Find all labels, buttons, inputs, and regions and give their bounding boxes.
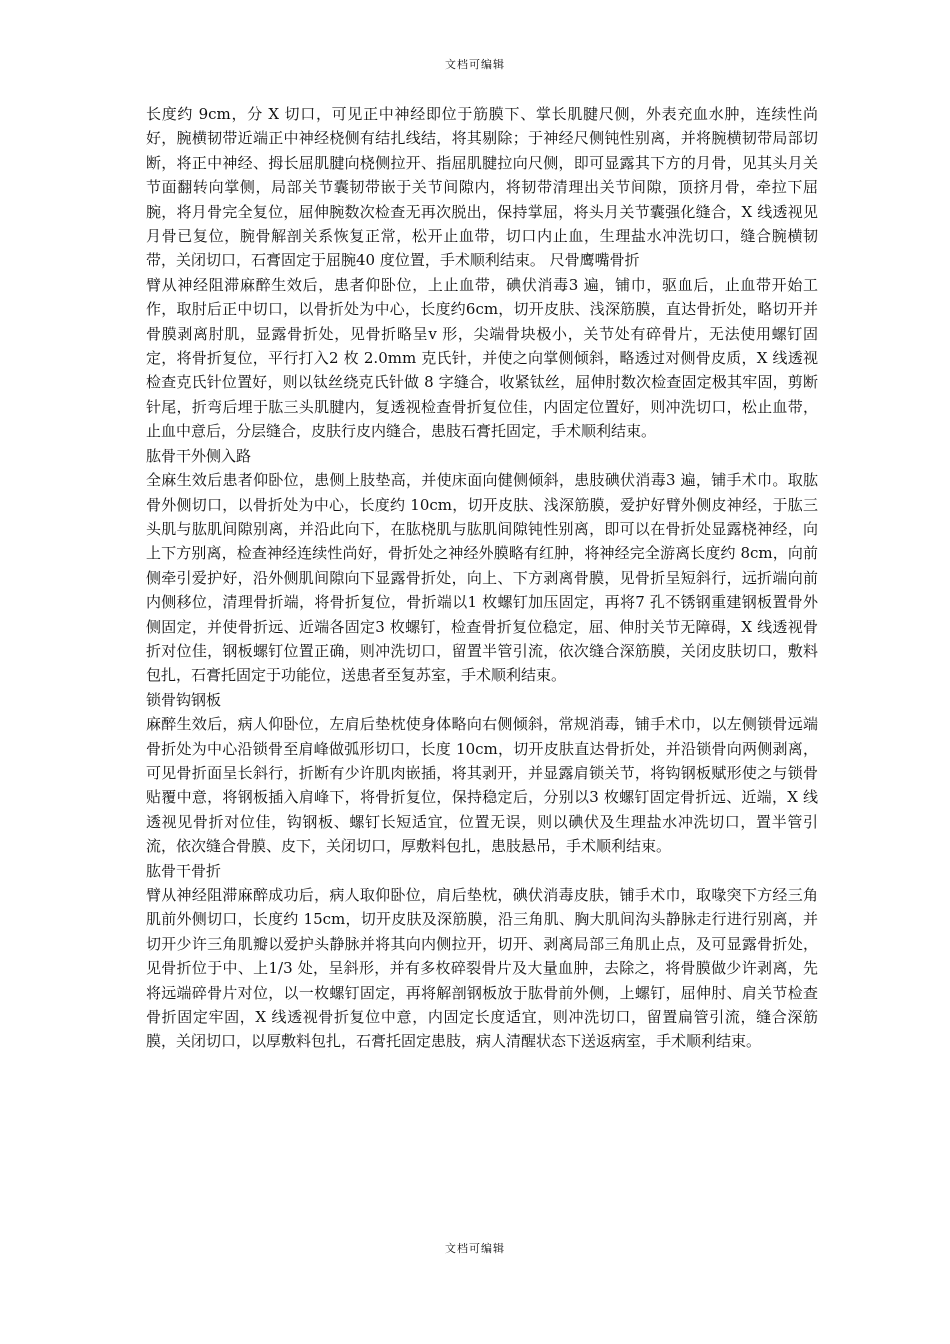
paragraph-humerus-lateral-approach: 全麻生效后患者仰卧位，患侧上肢垫高，并使床面向健侧倾斜，患肢碘伏消毒3 遍，铺手术巾。取肱骨外侧切口，以骨折处为中心，长度约 10cm，切开皮肤、浅深筋膜，爱护好臂外侧皮神经，于肱三头肌与肱肌间隙别离，并沿此向下，在肱桡肌与肱肌间隙钝性别离，即可以在骨折处显露桡神经，向上下方别离，检查神经连续性尚好，骨折处之神经外膜略有红肿，将神经完全游离长度约 8cm，向前侧牵引爱护好，沿外侧肌间隙向下显露骨折处，向上、下方剥离骨膜，见骨折呈短斜行，远折端向前内侧移位，清理骨折端，将骨折复位，骨折端以1 枚螺钉加压固定，再将7 孔不锈钢重建钢板置骨外侧固定，并使骨折远、近端各固定3 枚螺钉，检查骨折复位稳定，屈、伸肘关节无障碍，X 线透视骨折对位佳，钢板螺钉位置正确，则冲洗切口，留置半管引流，依次缝合深筋膜，关闭皮肤切口，敷料包扎，石膏托固定于功能位，送患者至复苏室，手术顺利结束。 [146,471,818,685]
section-heading-humerus-lateral-approach: 肱骨干外侧入路 [146,446,252,465]
page-header: 文档可编辑 [445,58,505,71]
section-heading-humeral-shaft-fracture: 肱骨干骨折 [146,861,222,880]
paragraph-olecranon-fracture: 臂从神经阻滞麻醉生效后，患者仰卧位，上止血带，碘伏消毒3 遍，铺巾，驱血后，止血带开始工作，取肘后正中切口，以骨折处为中心，长度约6cm，切开皮肤、浅深筋膜，直达骨折处，略切开并骨膜剥离肘肌，显露骨折处，见骨折略呈v 形，尖端骨块极小，关节处有碎骨片，无法使用螺钉固定，将骨折复位，平行打入2 枚 2.0mm 克氏针，并使之向掌侧倾斜，略透过对侧骨皮质，X 线透视检查克氏针位置好，则以钛丝绕克氏针做 8 字缝合，收紧钛丝，屈伸肘数次检查固定极其牢固，剪断针尾，折弯后埋于肱三头肌腱内，复透视检查骨折复位佳，内固定位置好，则冲洗切口，松止血带，止血中意后，分层缝合，皮肤行皮内缝合，患肢石膏托固定，手术顺利结束。 [146,275,818,441]
paragraph-lunate-reduction: 长度约 9cm，分 X 切口，可见正中神经即位于筋膜下、掌长肌腱尺侧，外表充血水肿，连续性尚好，腕横韧带近端正中神经桡侧有结扎线结，将其剔除；于神经尺侧钝性别离，并将腕横韧带局部切断，将正中神经、拇长屈肌腱向桡侧拉开、指屈肌腱拉向尺侧，即可显露其下方的月骨，见其头月关节面翻转向掌侧，局部关节囊韧带嵌于关节间隙内，将韧带清理出关节间隙，顶挤月骨，牵拉下屈腕，将月骨完全复位，屈伸腕数次检查无再次脱出，保持掌屈，将头月关节囊强化缝合，X 线透视见月骨已复位，腕骨解剖关系恢复正常，松开止血带，切口内止血，生理盐水冲洗切口，缝合腕横韧带，关闭切口，石膏固定于屈腕40 度位置，手术顺利结束。 尺骨鹰嘴骨折 [146,105,818,270]
document-body [146,102,818,1054]
page-footer: 文档可编辑 [445,1242,505,1255]
section-heading-clavicle-hook-plate: 锁骨钩钢板 [146,690,222,709]
paragraph-clavicle-hook-plate: 麻醉生效后，病人仰卧位，左肩后垫枕使身体略向右侧倾斜，常规消毒，铺手术巾，以左侧锁骨远端骨折处为中心沿锁骨至肩峰做弧形切口，长度 10cm，切开皮肤直达骨折处，并沿锁骨向两侧剥离，可见骨折面呈长斜行，折断有少许肌肉嵌插，将其剥开，并显露肩锁关节，将钩钢板赋形使之与锁骨贴覆中意，将钢板插入肩峰下，将骨折复位，保持稳定后，分别以3 枚螺钉固定骨折远、近端，X 线透视见骨折对位佳，钩钢板、螺钉长短适宜，位置无误，则以碘伏及生理盐水冲洗切口，置半管引流，依次缝合骨膜、皮下，关闭切口，厚敷料包扎，患肢悬吊，手术顺利结束。 [146,715,818,856]
paragraph-humeral-shaft-fracture: 臂从神经阻滞麻醉成功后，病人取仰卧位，肩后垫枕，碘伏消毒皮肤，铺手术巾，取喙突下方经三角肌前外侧切口，长度约 15cm，切开皮肤及深筋膜，沿三角肌、胸大肌间沟头静脉走行进行别离，并切开少许三角肌瓣以爱护头静脉并将其向内侧拉开，切开、剥离局部三角肌止点，及可显露骨折处，见骨折位于中、上1/3 处，呈斜形，并有多枚碎裂骨片及大量血肿，去除之，将骨膜做少许剥离，先将远端碎骨片对位，以一枚螺钉固定，再将解剖钢板放于肱骨前外侧，上螺钉，屈伸肘、肩关节检查骨折固定牢固，X 线透视骨折复位中意，内固定长度适宜，则冲洗切口，留置扁管引流，缝合深筋膜，关闭切口，以厚敷料包扎，石膏托固定患肢，病人清醒状态下送返病室，手术顺利结束。 [146,886,818,1051]
